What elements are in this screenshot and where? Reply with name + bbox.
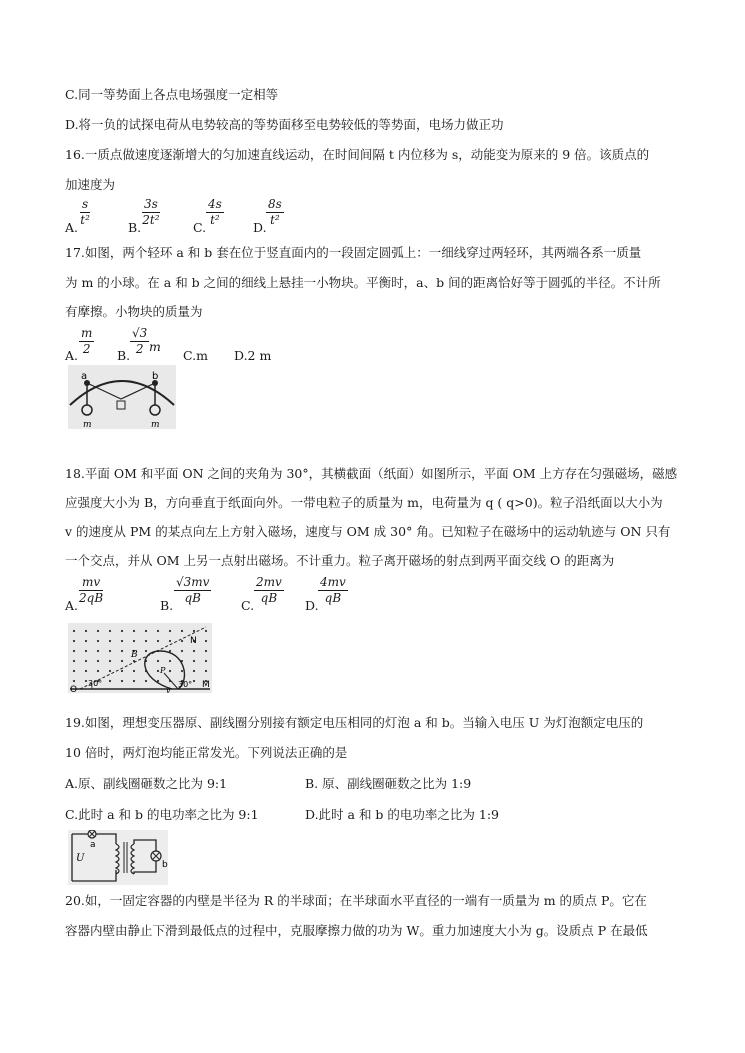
field-dot [205,650,207,652]
field-dot [109,650,111,652]
field-dot [169,630,171,632]
q18-d-den: qB [324,591,342,605]
q17-ball-right [150,405,160,415]
q19-option-d: D.此时 a 和 b 的电功率之比为 1:9 [305,807,499,822]
field-dot [121,680,123,682]
field-dot [181,650,183,652]
q18-label-o: O [70,685,78,693]
field-dot [73,640,75,642]
q19-stem-line1: 19.如图，理想变压器原、副线圈分别接有额定电压相同的灯泡 a 和 b。当输入电压 U 为灯泡额定电压的 [65,715,644,730]
q16-b-den: 2t² [142,213,160,227]
q18-c-label: C. [241,598,255,613]
field-dot [109,670,111,672]
q16-b-fraction [142,197,160,228]
field-dot [133,640,135,642]
q18-label-p: P [160,666,166,675]
q17-a-label: A. [65,348,79,363]
q15-option-d: D.将一负的试探电荷从电势较高的等势面移至电势较低的等势面，电场力做正功 [65,117,504,132]
q18-a-fraction [79,575,103,606]
field-dot [121,650,123,652]
q17-figure [68,365,176,429]
q17-option-c: C.m [183,348,208,363]
field-dot [205,640,207,642]
field-dot [181,640,183,642]
q18-d-label: D. [305,598,319,613]
q18-b-den: qB [184,591,201,605]
q16-c-num: 4s [208,197,222,211]
field-dot [121,630,123,632]
q16-d-label: D. [253,220,267,235]
field-dot [193,680,195,682]
field-dot [85,670,87,672]
q18-b-fraction [174,575,211,606]
q19-option-a: A.原、副线圈砸数之比为 9:1 [65,776,228,791]
field-dot [97,630,99,632]
q17-label-m2: m [151,420,160,429]
q17-option-d: D.2 m [234,348,272,363]
field-dot [73,660,75,662]
field-dot [193,670,195,672]
q17-b-den: 2 [135,342,144,356]
field-dot [181,670,183,672]
q17-label-a: a [81,371,88,382]
q18-a-den: 2qB [79,591,104,605]
field-dot [157,630,159,632]
field-dot [73,680,75,682]
q16-c-fraction [206,197,224,228]
q16-stem-line2: 加速度为 [65,177,116,192]
q16-c-label: C. [193,220,207,235]
field-dot [133,680,135,682]
q18-label-angle2: 30° [178,680,193,689]
q19-option-b: B. 原、副线圈砸数之比为 1:9 [305,776,472,791]
q18-a-num: mv [79,575,103,591]
field-dot [205,660,207,662]
q18-field-dots [73,630,207,682]
q17-a-fraction [79,326,94,357]
q18-a-label: A. [65,598,79,613]
q16-a-den: t² [80,213,90,227]
field-dot [157,660,159,662]
q18-c-num: 2mv [256,575,282,589]
q16-b-num: 3s [144,197,158,211]
q16-b-label: B. [128,220,142,235]
q20-stem-line2: 容器内壁由静止下滑到最低点的过程中，克服摩擦力做的功为 W。重力加速度大小为 g。设质点 P 在最低 [65,923,648,938]
q19-option-c: C.此时 a 和 b 的电功率之比为 9:1 [65,807,259,822]
q19-label-u: U [76,853,85,864]
q19-stem-line2: 10 倍时，两灯泡均能正常发光。下列说法正确的是 [65,745,348,760]
q16-d-fraction [266,197,284,228]
field-dot [85,660,87,662]
q18-stem-line4: 一个交点，并从 OM 上另一点射出磁场。不计重力。粒子离开磁场的射点到两平面交线 O 的距离为 [65,553,615,568]
q18-c-fraction [254,575,284,606]
field-dot [73,670,75,672]
q18-d-fraction [318,575,348,606]
q17-ball-left [82,405,92,415]
q17-stem-line1: 17.如图，两个轻环 a 和 b 套在位于竖直面内的一段固定圆弧上：一细线穿过两轻环，其两端各系一质量 [65,245,642,260]
field-dot [181,630,183,632]
q17-stem-line2: 为 m 的小球。在 a 和 b 之间的细线上悬挂一小物块。平衡时，a、b 间的距离恰好等于圆弧的半径。不计所 [65,275,661,290]
q19-secondary-coil [131,844,134,874]
q19-figure-drawing [68,830,168,885]
field-dot [169,670,171,672]
q16-a-fraction [80,197,90,228]
q20-stem-line1: 20.如，一固定容器的内壁是半径为 R 的半球面；在半球面水平直径的一端有一质量为 m 的质点 P。它在 [65,893,647,908]
field-dot [109,640,111,642]
q15-option-c: C.同一等势面上各点电场强度一定相等 [65,87,279,102]
q18-label-n: N [190,636,197,646]
q19-figure [68,830,168,885]
q19-label-a: a [90,840,96,850]
q18-label-b: B [131,650,138,660]
q17-block [117,401,125,409]
field-dot [169,640,171,642]
field-dot [73,650,75,652]
q19-primary-bottom-wire [72,870,116,881]
field-dot [193,630,195,632]
q18-d-num: 4mv [320,575,346,589]
field-dot [85,640,87,642]
q17-stem-line3: 有摩擦。小物块的质量为 [65,304,203,319]
q17-a-num: m [81,326,93,340]
q18-stem-line2: 应强度大小为 B，方向垂直于纸面向外。一带电粒子的质量为 m，电荷量为 q ( q>0)。粒子沿纸面以大小为 [65,495,663,510]
q19-primary-coil [116,844,119,874]
q17-label-m1: m [83,420,92,429]
field-dot [85,630,87,632]
q16-d-num: 8s [268,197,282,211]
q17-label-b: b [152,371,159,382]
q17-b-fraction [130,326,149,357]
q18-label-angle1: 30° [88,679,103,688]
field-dot [133,670,135,672]
q18-stem-line1: 18.平面 OM 和平面 ON 之间的夹角为 30°，其横截面（纸面）如图所示，平面 OM 上方存在匀强磁场，磁感 [65,466,678,481]
field-dot [109,680,111,682]
field-dot [97,660,99,662]
field-dot [193,650,195,652]
q16-a-num: s [82,197,89,211]
field-dot [145,640,147,642]
field-dot [73,630,75,632]
field-dot [193,660,195,662]
field-dot [97,640,99,642]
field-dot [85,650,87,652]
q18-b-num: √3mv [176,575,210,589]
q16-d-den: t² [270,213,280,227]
field-dot [157,640,159,642]
field-dot [121,640,123,642]
field-dot [145,680,147,682]
q17-a-den: 2 [82,342,91,356]
field-dot [121,670,123,672]
q19-label-b: b [162,860,168,870]
q17-b-label: B. [117,348,131,363]
q18-label-m: M [202,680,210,690]
q18-b-label: B. [160,598,174,613]
q18-stem-line3: v 的速度从 PM 的某点向左上方射入磁场，速度与 OM 成 30° 角。已知粒子在磁场中的运动轨迹与 ON 只有 [65,524,671,539]
field-dot [109,660,111,662]
field-dot [205,670,207,672]
field-dot [109,630,111,632]
field-dot [157,670,159,672]
field-dot [121,660,123,662]
q18-figure-drawing [68,623,212,693]
q16-c-den: t² [210,213,220,227]
field-dot [145,650,147,652]
q16-a-label: A. [65,220,79,235]
q17-b-tail: m [149,339,161,354]
field-dot [85,680,87,682]
q18-figure [68,623,212,693]
field-dot [97,670,99,672]
field-dot [97,650,99,652]
field-dot [169,660,171,662]
field-dot [205,630,207,632]
field-dot [145,630,147,632]
field-dot [133,630,135,632]
q16-stem-line1: 16.一质点做速度逐渐增大的匀加速直线运动，在时间间隔 t 内位移为 s，动能变为原来的 9 倍。该质点的 [65,147,650,162]
q18-c-den: qB [260,591,278,605]
q18-label-v: v [166,686,171,693]
q17-b-num: √3 [132,326,148,340]
q17-figure-drawing [68,365,176,429]
